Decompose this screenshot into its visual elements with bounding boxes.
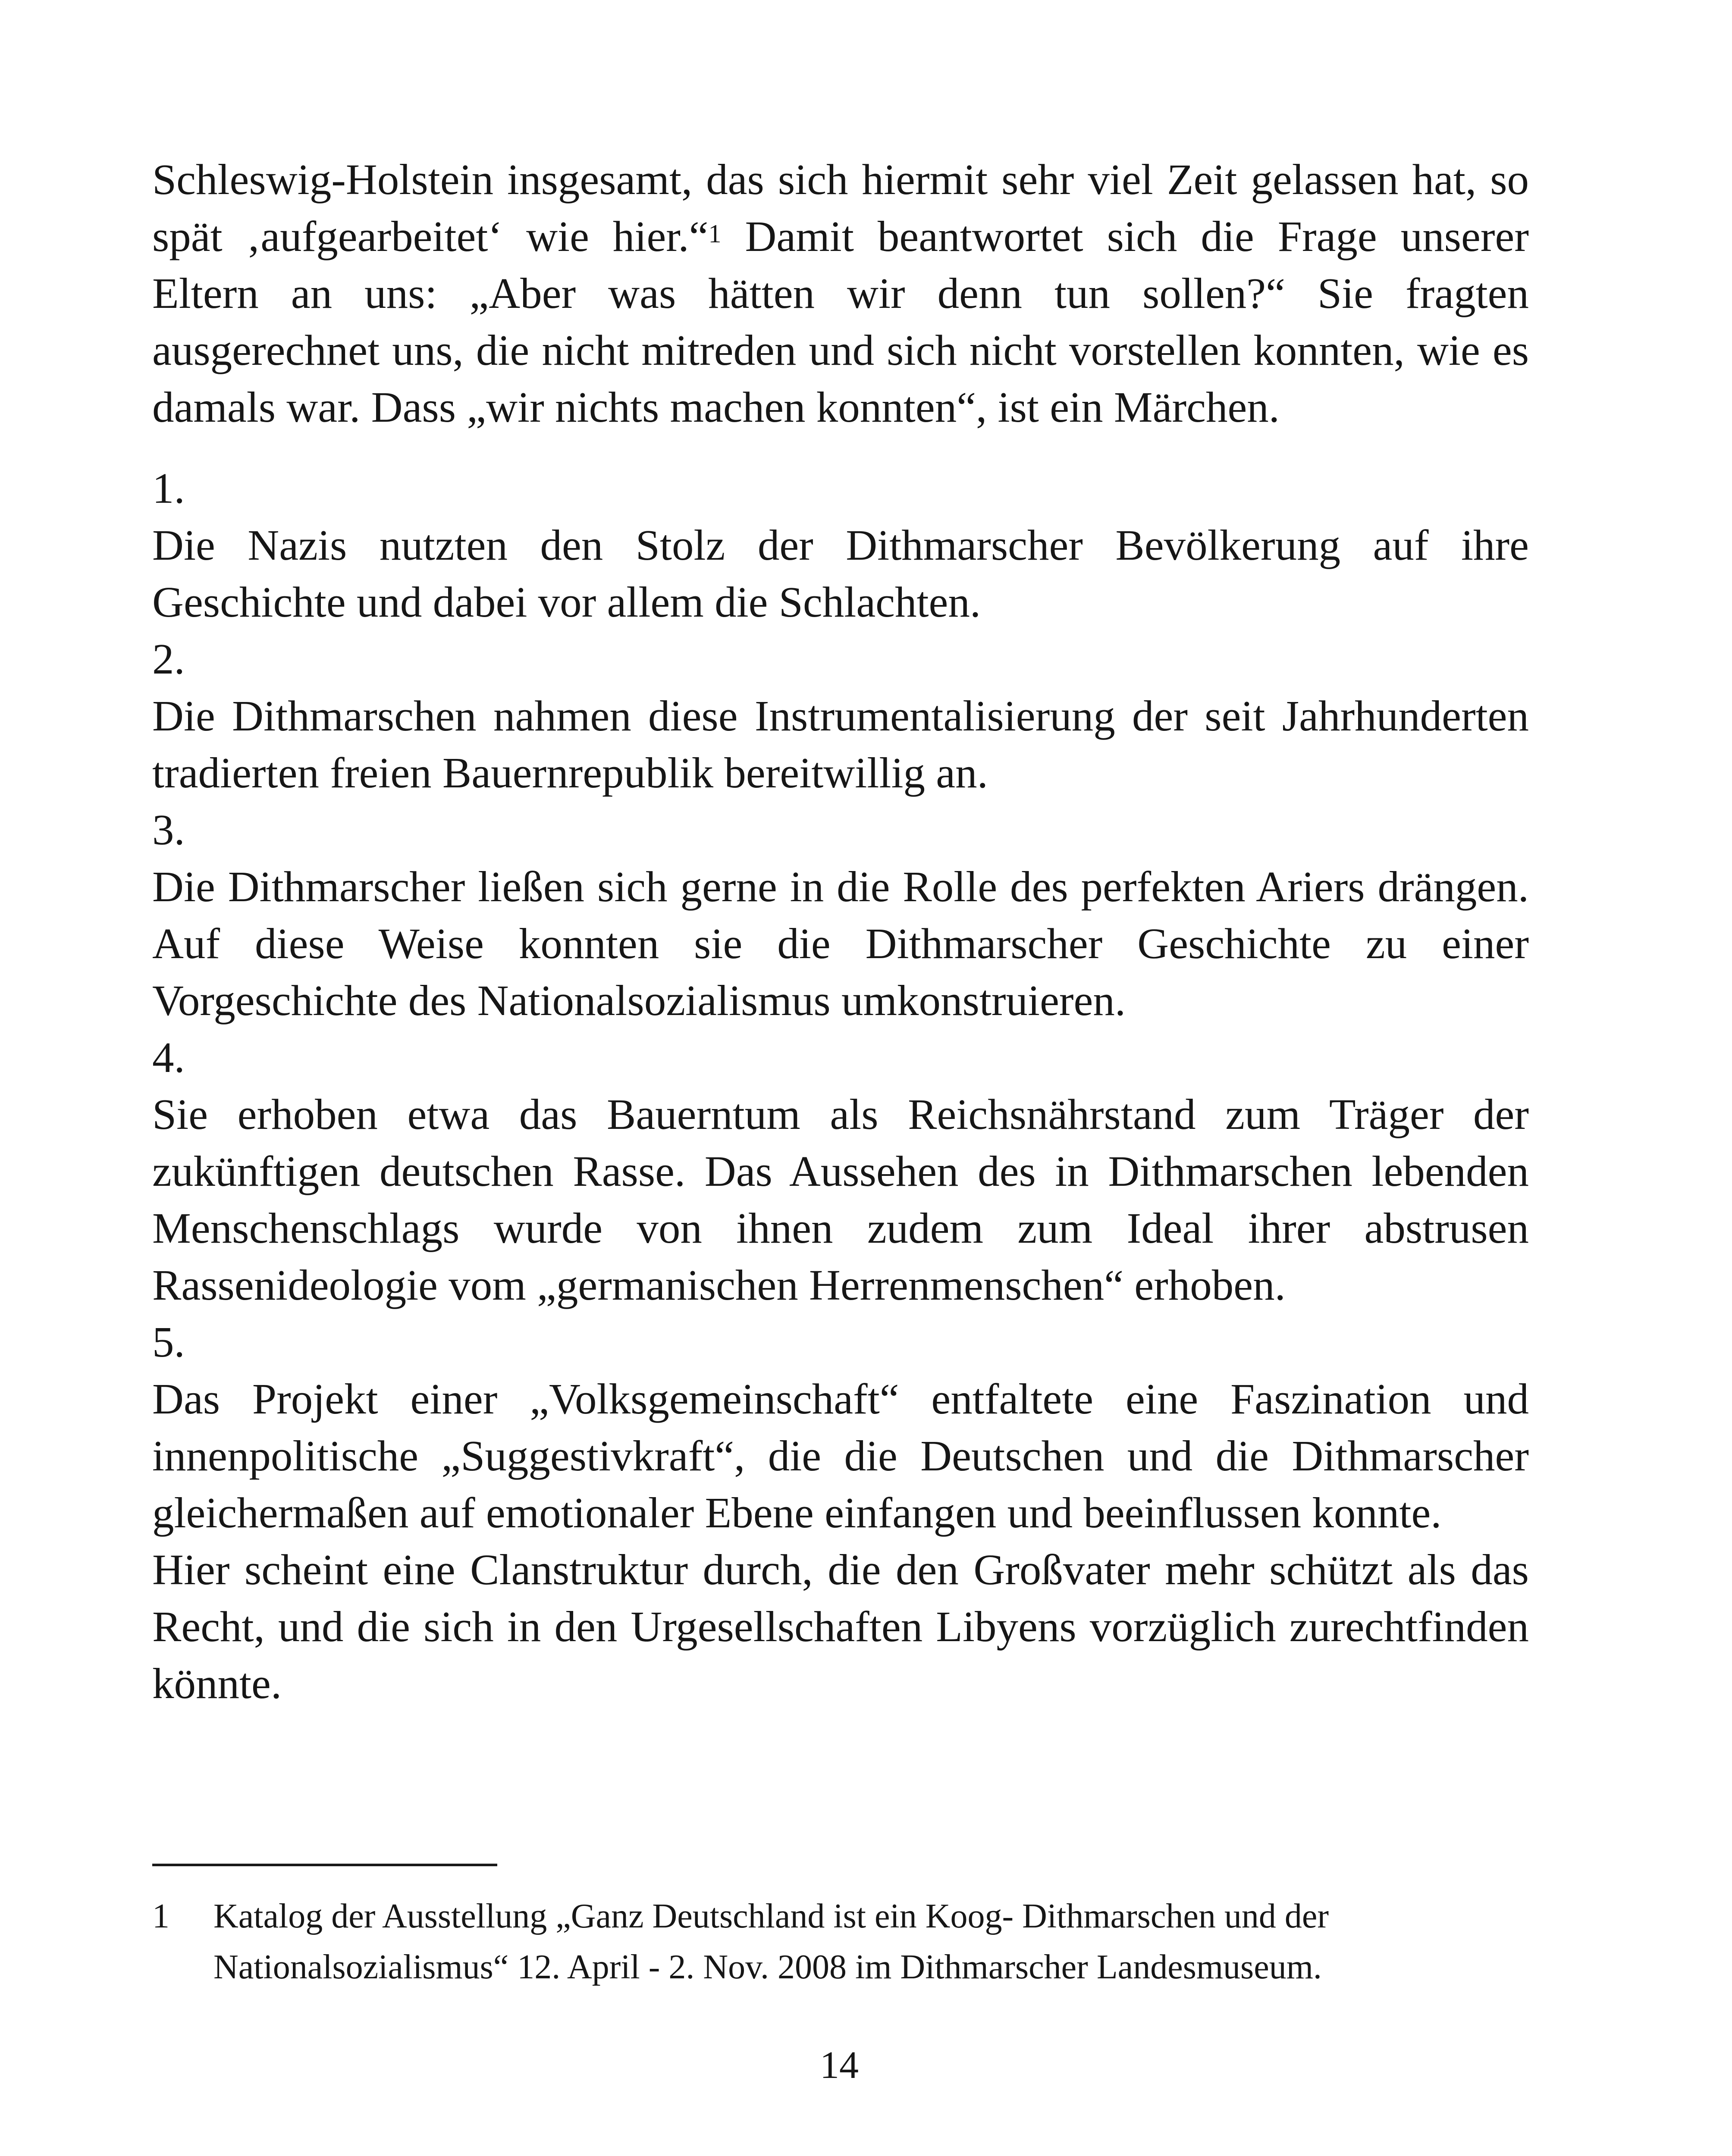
intro-line-2a: so spät ‚aufgearbeitet‘ wie hier.“: [152, 155, 1529, 260]
closing-paragraph: Hier scheint eine Clanstruktur durch, die den Großvater mehr schützt als das Recht, und die sich in den Urgesellschaften Libyens vorzüglich zurechtfinden könnte.: [152, 1545, 1529, 1708]
footnote-text: Katalog der Ausstellung „Ganz Deutschland ist ein Koog- Dithmarschen und der Nationalsozialismus“ 12. April - 2. Nov. 2008 im Dithmarscher Landesmuseum.: [213, 1897, 1329, 1986]
item-text-2: Die Dithmarschen nahmen diese Instrumentalisierung der seit Jahrhunderten tradierten freien Bauernrepublik bereitwillig an.: [152, 692, 1529, 797]
paragraph-gap: [152, 436, 1529, 460]
item-number-3: 3.: [152, 805, 185, 854]
main-text: [152, 151, 1529, 1712]
page-number: 14: [820, 2044, 859, 2087]
item-number-5: 5.: [152, 1318, 185, 1366]
footnote-separator: [152, 1864, 497, 1866]
footnote: [152, 1891, 1529, 1993]
item-text-1: Die Nazis nutzten den Stolz der Dithmarscher Bevölkerung auf ihre Geschichte und dabei vor allem die Schlachten.: [152, 521, 1529, 626]
intro-line-2b: Damit beantwortet sich die Frage unserer Eltern an uns: „Aber was hätten wir denn tun sollen?“ Sie fragten ausgerechnet uns, die nicht mitreden und sich nicht vorstellen konnten, wie es damals war. Dass „wir nichts machen konnten“, ist ein Märchen.: [152, 212, 1529, 431]
intro-paragraph: [152, 151, 1529, 436]
footnote-number: 1: [152, 1897, 169, 1935]
item-number-4: 4.: [152, 1033, 185, 1081]
item-text-4: Sie erhoben etwa das Bauerntum als Reichsnährstand zum Träger der zukünftigen deutschen Rasse. Das Aussehen des in Dithmarschen lebenden Menschenschlags wurde von ihnen zudem zum Ideal ihrer abstrusen Rassenideologie vom „germanischen Herrenmenschen“ erhoben.: [152, 1090, 1529, 1309]
item-text-5: Das Projekt einer „Volksgemeinschaft“ entfaltete eine Faszination und innenpolitische „Suggestivkraft“, die die Deutschen und die Dithmarscher gleichermaßen auf emotionaler Ebene einfangen und beeinflussen konnte.: [152, 1375, 1529, 1537]
intro-line-1: Schleswig-Holstein insgesamt, das sich hiermit sehr viel Zeit gelassen hat,: [152, 155, 1477, 204]
item-text-3: Die Dithmarscher ließen sich gerne in die Rolle des perfekten Ariers drängen. Auf diese Weise konnten sie die Dithmarscher Geschichte zu einer Vorgeschichte des Nationalsozialismus umkonstruieren.: [152, 862, 1529, 1025]
item-number-2: 2.: [152, 635, 185, 683]
footnote-reference-marker[interactable]: 1: [708, 219, 722, 248]
item-number-1: 1.: [152, 464, 185, 512]
